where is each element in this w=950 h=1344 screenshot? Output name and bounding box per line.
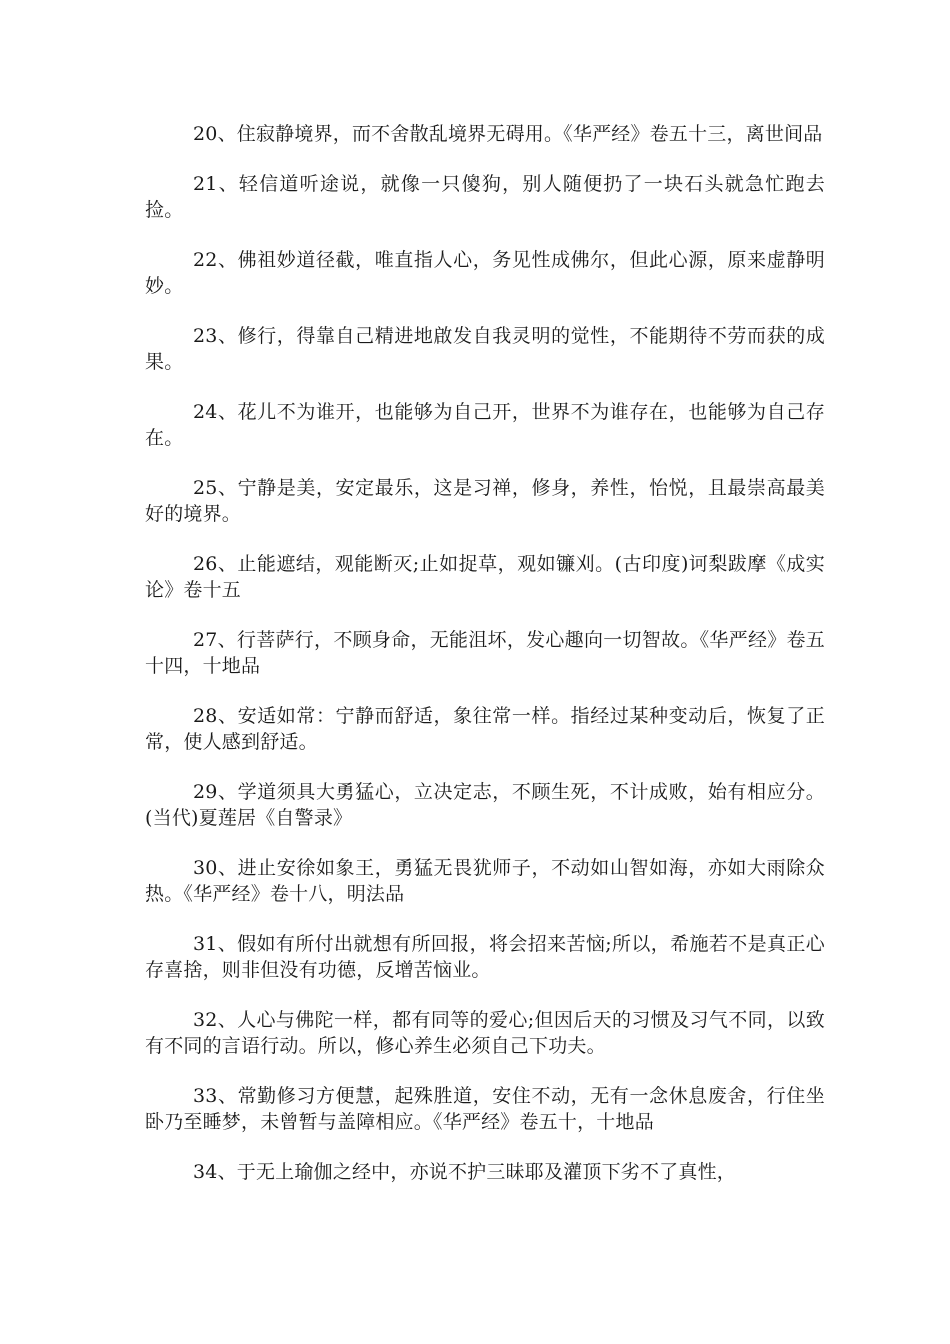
paragraph-32: 32、人心与佛陀一样，都有同等的爱心;但因后天的习惯及习气不同，以致有不同的言语行动。所以，修心养生必须自己下功夫。 xyxy=(145,1009,825,1057)
document-body xyxy=(145,121,825,1209)
paragraph-33: 33、常勤修习方便慧，起殊胜道，安住不动，无有一念休息废舍，行住坐卧乃至睡梦，未曾暂与盖障相应。《华严经》卷五十，十地品 xyxy=(145,1085,825,1133)
paragraph-29: 29、学道须具大勇猛心，立决定志，不顾生死，不计成败，始有相应分。(当代)夏莲居《自警录》 xyxy=(145,781,825,829)
paragraph-25: 25、宁静是美，安定最乐，这是习禅，修身，养性，怡悦，且最崇高最美好的境界。 xyxy=(145,477,825,525)
paragraph-34: 34、于无上瑜伽之经中，亦说不护三昧耶及灌顶下劣不了真性， xyxy=(193,1161,736,1183)
paragraph-21: 21、轻信道听途说，就像一只傻狗，别人随便扔了一块石头就急忙跑去捡。 xyxy=(145,173,825,221)
paragraph-22: 22、佛祖妙道径截，唯直指人心，务见性成佛尔，但此心源，原来虚静明妙。 xyxy=(145,249,825,297)
paragraph-26: 26、止能遮结，观能断灭;止如捉草，观如镰刈。(古印度)诃梨跋摩《成实论》卷十五 xyxy=(145,553,825,601)
paragraph-28: 28、安适如常：宁静而舒适，象往常一样。指经过某种变动后，恢复了正常，使人感到舒适。 xyxy=(145,705,825,753)
paragraph-27: 27、行菩萨行，不顾身命，无能沮坏，发心趣向一切智故。《华严经》卷五十四，十地品 xyxy=(145,629,825,677)
paragraph-31: 31、假如有所付出就想有所回报，将会招来苦恼;所以，希施若不是真正心存喜捨，则非但没有功德，反增苦恼业。 xyxy=(145,933,825,981)
paragraph-24: 24、花儿不为谁开，也能够为自己开，世界不为谁存在，也能够为自己存在。 xyxy=(145,401,825,449)
paragraph-30: 30、进止安徐如象王，勇猛无畏犹师子，不动如山智如海，亦如大雨除众热。《华严经》卷十八，明法品 xyxy=(145,857,825,905)
paragraph-20: 20、住寂静境界，而不舍散乱境界无碍用。《华严经》卷五十三，离世间品 xyxy=(193,123,823,145)
paragraph-23: 23、修行，得靠自己精进地啟发自我灵明的觉性，不能期待不劳而获的成果。 xyxy=(145,325,825,373)
